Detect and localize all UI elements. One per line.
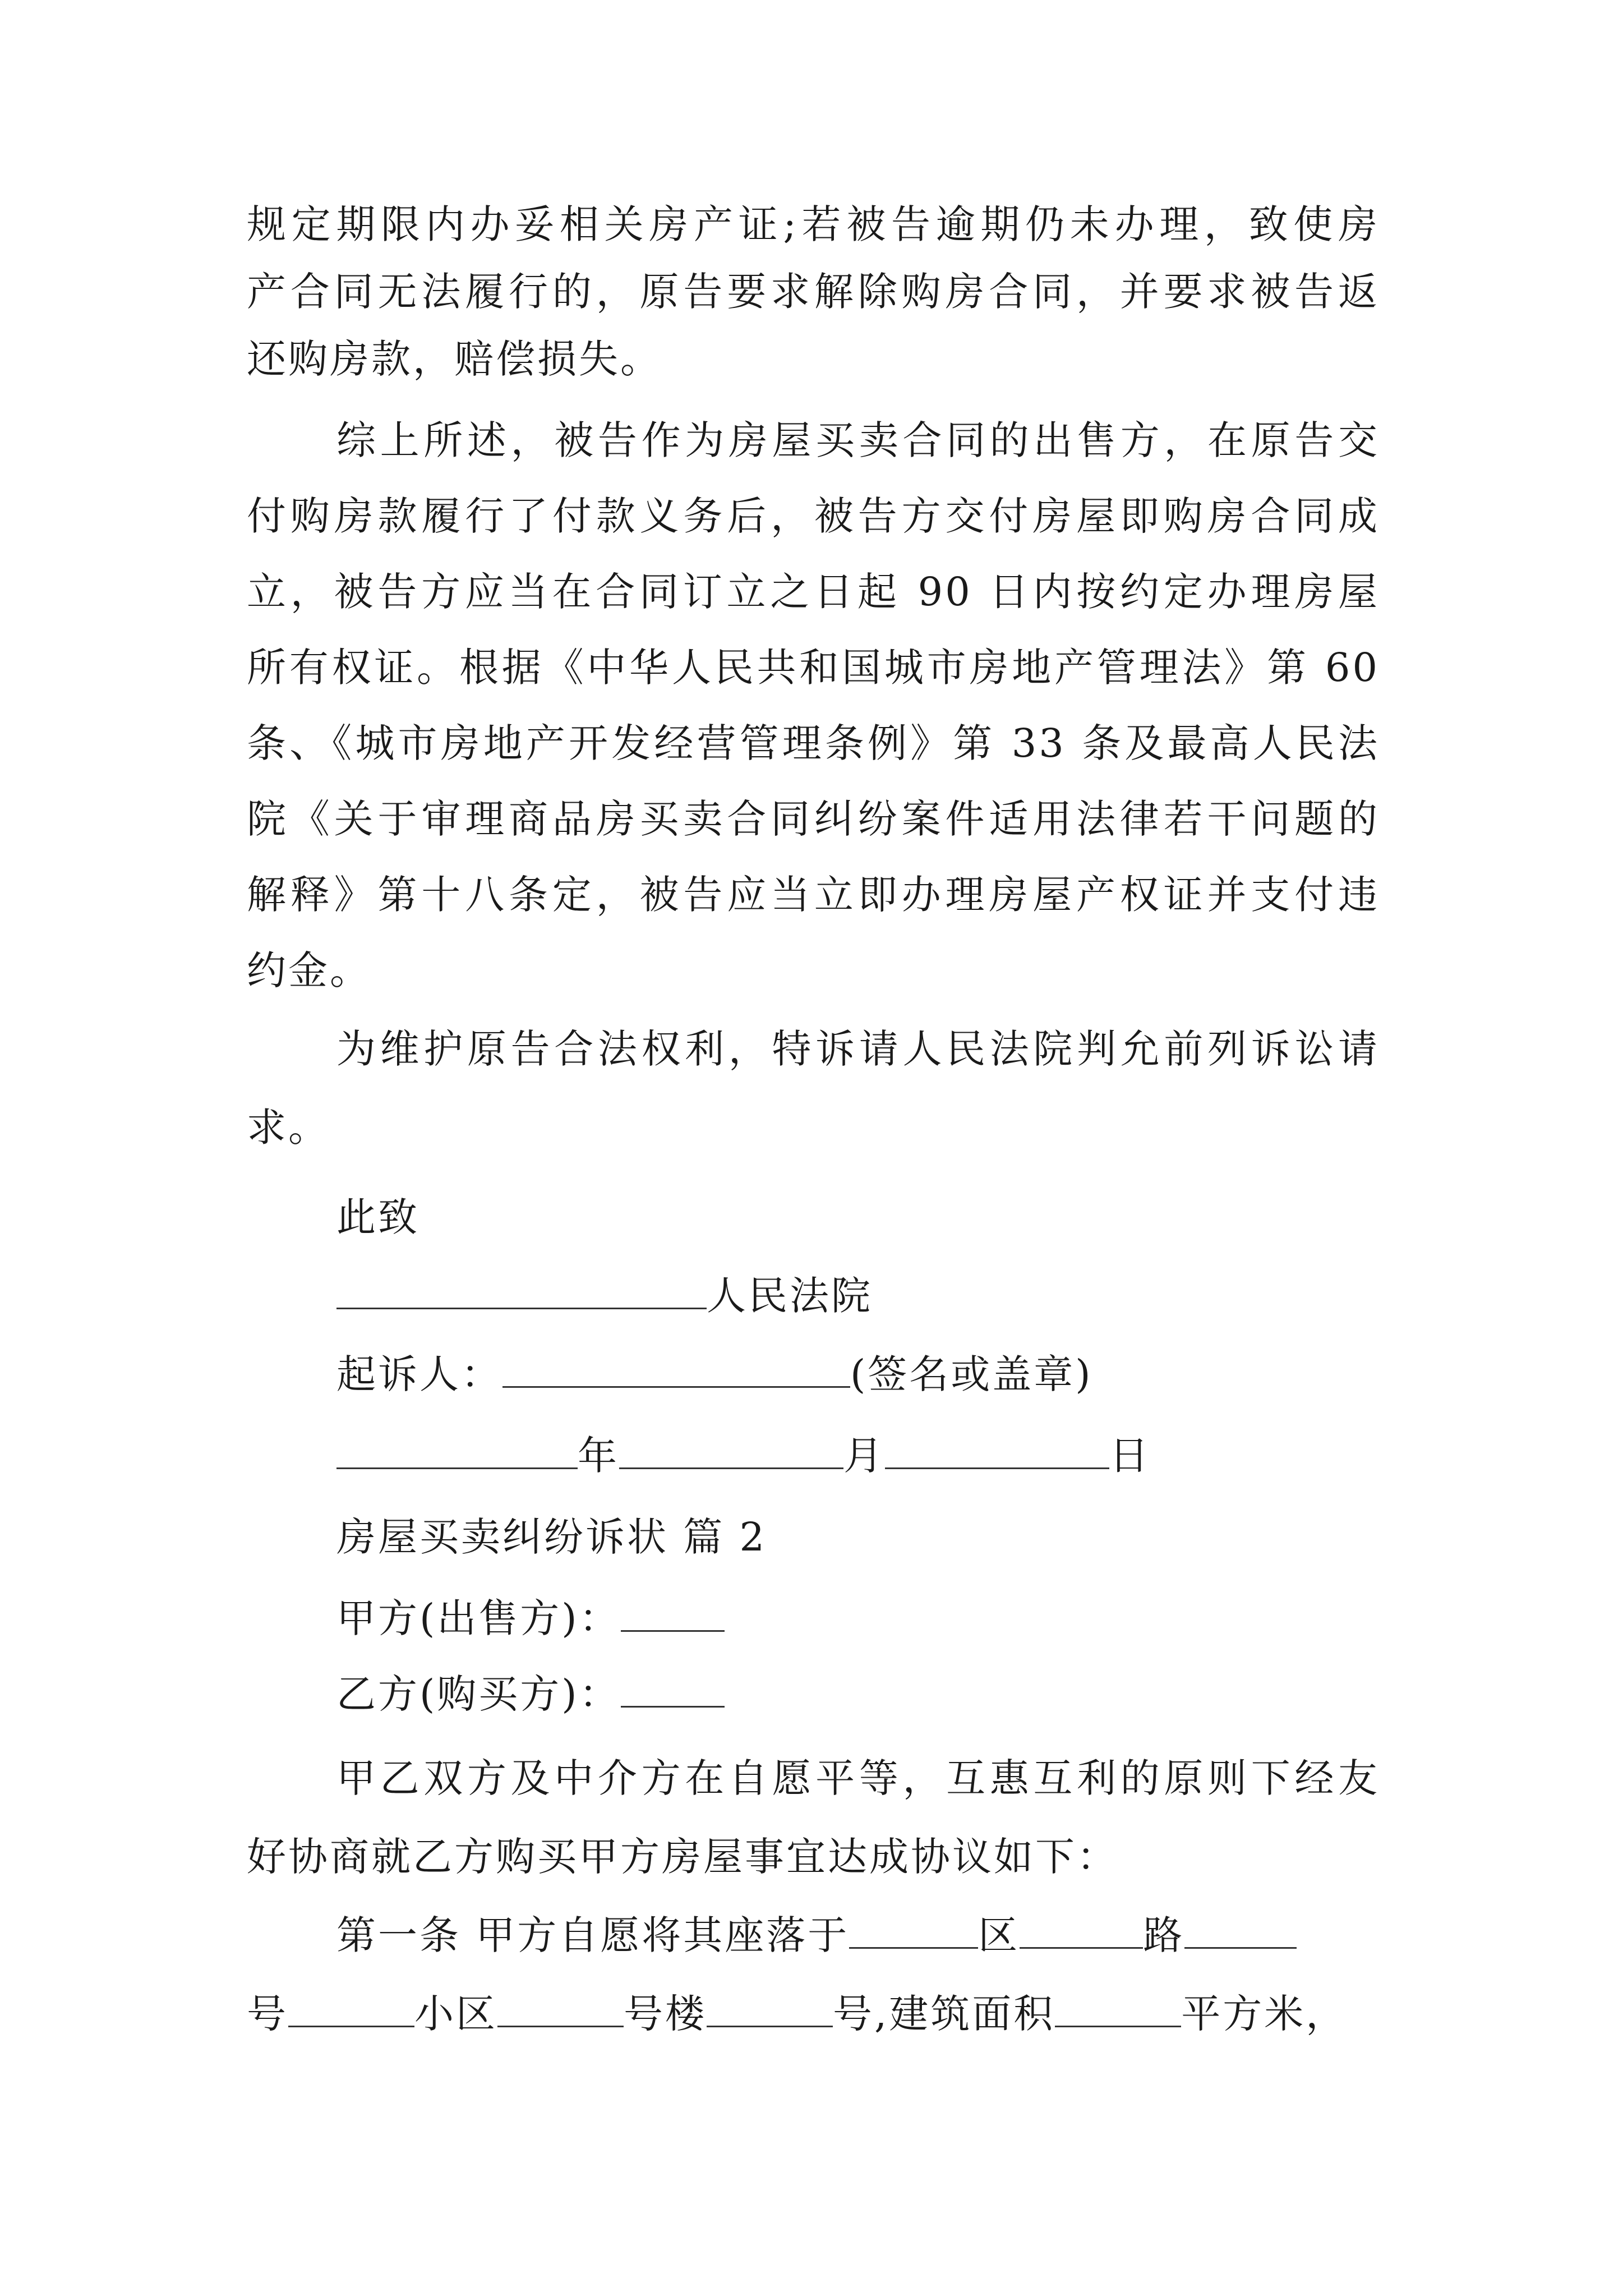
- plaintiff-blank: [502, 1352, 850, 1388]
- community-blank: [288, 1992, 414, 2027]
- paragraph-line: 规定期限内办妥相关房产证;若被告逾期仍未办理，致使房: [247, 201, 1380, 247]
- paragraph-line: 为维护原告合法权利，特诉请人民法院判允前列诉讼请: [336, 1026, 1380, 1072]
- court-name-blank: [336, 1274, 707, 1309]
- area-unit-label: 平方米，: [1181, 1991, 1348, 2037]
- party-a-blank: [621, 1596, 725, 1632]
- road-blank: [1020, 1913, 1143, 1949]
- year-blank: [336, 1434, 578, 1469]
- unit-blank: [707, 1992, 833, 2027]
- plaintiff-label: 起诉人：: [336, 1351, 502, 1397]
- day-label: 日: [1109, 1433, 1151, 1479]
- paragraph-line: 付购房款履行了付款义务后，被告方交付房屋即购房合同成: [247, 493, 1380, 539]
- paragraph-line: 好协商就乙方购买甲方房屋事宜达成协议如下：: [247, 1834, 1118, 1880]
- party-b-label: 乙方(购买方)：: [336, 1671, 621, 1717]
- paragraph-line: 解释》第十八条定，被告应当立即办理房屋产权证并支付违: [247, 872, 1380, 918]
- day-blank: [885, 1434, 1109, 1469]
- article-1-lead: 第一条 甲方自愿将其座落于: [336, 1912, 850, 1958]
- year-label: 年: [578, 1433, 619, 1479]
- paragraph-line: 条、《城市房地产开发经营管理条例》第 33 条及最高人民法: [247, 720, 1380, 766]
- party-a-label: 甲方(出售方)：: [336, 1595, 621, 1641]
- date-line: [336, 1422, 1380, 1489]
- paragraph-line: 还购房款，赔偿损失。: [247, 336, 662, 382]
- number-label: 号: [247, 1991, 288, 2037]
- paragraph-line: 产合同无法履行的，原告要求解除购房合同，并要求被告返: [247, 269, 1380, 315]
- month-label: 月: [843, 1433, 885, 1479]
- party-a-line: [336, 1585, 1380, 1652]
- paragraph-line: 综上所述，被告作为房屋买卖合同的出售方，在原告交: [336, 417, 1380, 463]
- building-label: 号楼: [624, 1991, 707, 2037]
- paragraph-line: 院《关于审理商品房买卖合同纠纷案件适用法律若干问题的: [247, 796, 1380, 842]
- number-blank: [1184, 1913, 1297, 1949]
- month-blank: [619, 1434, 843, 1469]
- signature-note: (签名或盖章): [850, 1351, 1093, 1397]
- paragraph-line: 所有权证。根据《中华人民共和国城市房地产管理法》第 60: [247, 645, 1380, 691]
- section-title: 房屋买卖纠纷诉状 篇 2: [336, 1514, 767, 1560]
- paragraph-line: 求。: [247, 1105, 330, 1151]
- road-label: 路: [1143, 1912, 1185, 1958]
- court-line: [336, 1262, 1380, 1329]
- district-blank: [849, 1913, 978, 1949]
- building-blank: [497, 1992, 624, 2027]
- court-suffix: 人民法院: [707, 1273, 873, 1319]
- paragraph-line: 立，被告方应当在合同订立之日起 90 日内按约定办理房屋: [247, 569, 1380, 615]
- community-label: 小区: [414, 1991, 497, 2037]
- district-label: 区: [978, 1912, 1020, 1958]
- salutation: 此致: [336, 1194, 419, 1240]
- paragraph-line: 甲乙双方及中介方在自愿平等，互惠互利的原则下经友: [336, 1755, 1380, 1801]
- article-1-line-1: [336, 1902, 1380, 1969]
- unit-area-label: 号,建筑面积: [833, 1991, 1055, 2037]
- paragraph-line: 约金。: [247, 947, 371, 993]
- article-1-line-2: [247, 1980, 1380, 2047]
- plaintiff-line: [336, 1341, 1380, 1408]
- party-b-blank: [621, 1672, 725, 1708]
- area-blank: [1055, 1992, 1181, 2027]
- party-b-line: [336, 1660, 1380, 1728]
